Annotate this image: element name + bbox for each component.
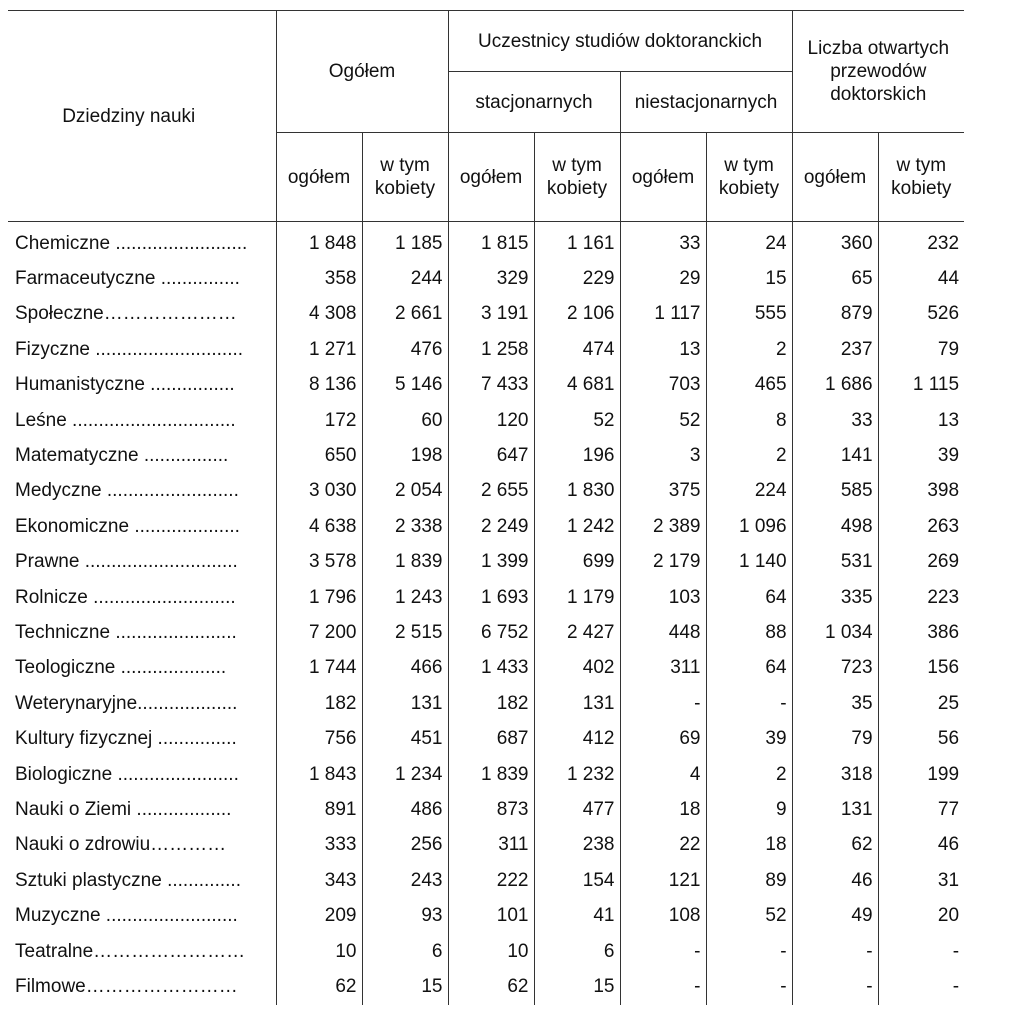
- table-cell: 4 681: [534, 368, 620, 403]
- row-label: Humanistyczne ................: [15, 374, 235, 396]
- table-cell: 4 638: [276, 509, 362, 544]
- table-cell: 22: [620, 828, 706, 863]
- row-label: Fizyczne ............................: [15, 338, 244, 360]
- table-cell: 13: [878, 403, 964, 438]
- table-cell: 358: [276, 261, 362, 296]
- table-cell: 31: [878, 863, 964, 898]
- row-label: Społeczne…………………: [15, 303, 237, 325]
- table-row: [8, 721, 964, 756]
- table-cell: 52: [620, 403, 706, 438]
- table-cell: 343: [276, 863, 362, 898]
- table-cell: 333: [276, 828, 362, 863]
- table-cell: 15: [362, 969, 448, 1004]
- table-cell: -: [706, 934, 792, 969]
- table-cell: 873: [448, 792, 534, 827]
- table-row: [8, 332, 964, 367]
- table-row: [8, 686, 964, 721]
- table-cell: 1 115: [878, 368, 964, 403]
- table-cell: 15: [534, 969, 620, 1004]
- table-cell: 93: [362, 898, 448, 933]
- table-row: [8, 651, 964, 686]
- table-cell: -: [706, 686, 792, 721]
- table-cell: -: [878, 934, 964, 969]
- table-cell: 3 030: [276, 474, 362, 509]
- table-cell: 6 752: [448, 615, 534, 650]
- table-row: [8, 438, 964, 473]
- table-cell: 1 796: [276, 580, 362, 615]
- table-cell: 3: [620, 438, 706, 473]
- table-cell: 79: [878, 332, 964, 367]
- table-cell: 88: [706, 615, 792, 650]
- table-cell: 311: [448, 828, 534, 863]
- table-cell: -: [620, 969, 706, 1004]
- table-cell: 69: [620, 721, 706, 756]
- table-cell: 6: [362, 934, 448, 969]
- table-cell: 650: [276, 438, 362, 473]
- row-label: Techniczne .......................: [15, 621, 237, 643]
- table-cell: 1 243: [362, 580, 448, 615]
- table-cell: 402: [534, 651, 620, 686]
- header-total: Ogółem: [276, 11, 448, 133]
- table-cell: 699: [534, 545, 620, 580]
- table-cell: 237: [792, 332, 878, 367]
- table-cell: 13: [620, 332, 706, 367]
- table-cell: 232: [878, 222, 964, 262]
- row-label: Filmowe……………………: [15, 975, 238, 997]
- table-cell: 9: [706, 792, 792, 827]
- table-cell: -: [878, 969, 964, 1004]
- subheader-total-2: ogółem: [448, 133, 534, 222]
- table-cell: 2 179: [620, 545, 706, 580]
- header-open-proceedings: Liczba otwartych przewodów doktorskich: [792, 11, 964, 133]
- table-cell: 2: [706, 332, 792, 367]
- table-cell: 2 249: [448, 509, 534, 544]
- table-body: [8, 222, 964, 1005]
- table-cell: 555: [706, 297, 792, 332]
- table-cell: 311: [620, 651, 706, 686]
- row-label: Rolnicze ...........................: [15, 586, 236, 608]
- row-label: Matematyczne ................: [15, 445, 229, 467]
- table-cell: 8 136: [276, 368, 362, 403]
- table-row: [8, 898, 964, 933]
- table-cell: 121: [620, 863, 706, 898]
- row-label: Teatralne……………………: [15, 940, 246, 962]
- table-cell: 196: [534, 438, 620, 473]
- table-cell: 120: [448, 403, 534, 438]
- table-cell: 10: [276, 934, 362, 969]
- table-row: [8, 368, 964, 403]
- table-cell: 62: [792, 828, 878, 863]
- table-cell: 39: [878, 438, 964, 473]
- table-cell: 386: [878, 615, 964, 650]
- table-cell: 474: [534, 332, 620, 367]
- table-row: [8, 222, 964, 262]
- table-cell: 723: [792, 651, 878, 686]
- table-cell: 703: [620, 368, 706, 403]
- table-cell: 1 232: [534, 757, 620, 792]
- table-cell: 7 200: [276, 615, 362, 650]
- row-label: Nauki o zdrowiu…………: [15, 834, 227, 856]
- table-cell: 243: [362, 863, 448, 898]
- table-cell: 229: [534, 261, 620, 296]
- subheader-women-3: w tym kobiety: [534, 133, 620, 222]
- table-cell: 412: [534, 721, 620, 756]
- table-cell: 62: [448, 969, 534, 1004]
- doctoral-studies-table-frame: [8, 10, 964, 1005]
- subheader-women-1: w tym kobiety: [362, 133, 448, 222]
- table-cell: 64: [706, 580, 792, 615]
- table-cell: 1 686: [792, 368, 878, 403]
- table-cell: 131: [792, 792, 878, 827]
- table-row: [8, 509, 964, 544]
- table-cell: 238: [534, 828, 620, 863]
- table-cell: 1 744: [276, 651, 362, 686]
- subheader-women-5: w tym kobiety: [706, 133, 792, 222]
- table-cell: 466: [362, 651, 448, 686]
- row-label: Kultury fizycznej ...............: [15, 728, 237, 750]
- table-cell: 1 433: [448, 651, 534, 686]
- table-cell: 156: [878, 651, 964, 686]
- table-cell: 131: [362, 686, 448, 721]
- table-row: [8, 580, 964, 615]
- table-cell: 46: [792, 863, 878, 898]
- table-cell: 263: [878, 509, 964, 544]
- row-label: Biologiczne .......................: [15, 763, 239, 785]
- table-cell: 41: [534, 898, 620, 933]
- table-cell: 5 146: [362, 368, 448, 403]
- row-label: Teologiczne ....................: [15, 657, 227, 679]
- table-cell: 335: [792, 580, 878, 615]
- table-cell: 60: [362, 403, 448, 438]
- table-cell: 64: [706, 651, 792, 686]
- table-cell: 77: [878, 792, 964, 827]
- table-cell: 1 848: [276, 222, 362, 262]
- table-cell: -: [706, 969, 792, 1004]
- table-cell: -: [620, 686, 706, 721]
- table-cell: 2 054: [362, 474, 448, 509]
- table-cell: 79: [792, 721, 878, 756]
- table-cell: 476: [362, 332, 448, 367]
- table-cell: 4 308: [276, 297, 362, 332]
- table-cell: 1 034: [792, 615, 878, 650]
- table-cell: 2 661: [362, 297, 448, 332]
- table-cell: 1 242: [534, 509, 620, 544]
- row-label: Farmaceutyczne ...............: [15, 268, 240, 290]
- table-cell: 35: [792, 686, 878, 721]
- row-label: Muzyczne .........................: [15, 905, 238, 927]
- subheader-women-7: w tym kobiety: [878, 133, 964, 222]
- table-cell: 2 655: [448, 474, 534, 509]
- table-cell: 199: [878, 757, 964, 792]
- row-label: Chemiczne .........................: [15, 232, 248, 254]
- table-cell: 585: [792, 474, 878, 509]
- table-cell: 398: [878, 474, 964, 509]
- table-cell: 2: [706, 757, 792, 792]
- table-cell: 223: [878, 580, 964, 615]
- table-cell: 1 234: [362, 757, 448, 792]
- table-cell: 1 815: [448, 222, 534, 262]
- table-cell: -: [792, 969, 878, 1004]
- table-cell: 3 578: [276, 545, 362, 580]
- table-cell: 1 161: [534, 222, 620, 262]
- table-row: [8, 863, 964, 898]
- table-cell: 209: [276, 898, 362, 933]
- table-cell: 1 140: [706, 545, 792, 580]
- table-row: [8, 934, 964, 969]
- table-row: [8, 792, 964, 827]
- table-cell: 4: [620, 757, 706, 792]
- table-cell: 15: [706, 261, 792, 296]
- table-cell: 224: [706, 474, 792, 509]
- table-cell: 486: [362, 792, 448, 827]
- table-cell: 6: [534, 934, 620, 969]
- subheader-total-4: ogółem: [620, 133, 706, 222]
- table-row: [8, 403, 964, 438]
- table-cell: 451: [362, 721, 448, 756]
- table-cell: 39: [706, 721, 792, 756]
- table-cell: 52: [706, 898, 792, 933]
- table-cell: 1 258: [448, 332, 534, 367]
- row-label: Medyczne .........................: [15, 480, 239, 502]
- table-cell: 256: [362, 828, 448, 863]
- table-row: [8, 545, 964, 580]
- row-label: Sztuki plastyczne ..............: [15, 869, 241, 891]
- table-cell: 1 399: [448, 545, 534, 580]
- table-cell: 477: [534, 792, 620, 827]
- table-row: [8, 615, 964, 650]
- table-row: [8, 261, 964, 296]
- table-cell: 647: [448, 438, 534, 473]
- table-cell: 375: [620, 474, 706, 509]
- table-cell: 141: [792, 438, 878, 473]
- row-label: Nauki o Ziemi ..................: [15, 798, 232, 820]
- table-cell: 2: [706, 438, 792, 473]
- table-cell: 1 839: [448, 757, 534, 792]
- table-cell: 18: [706, 828, 792, 863]
- row-label: Leśne ...............................: [15, 409, 236, 431]
- table-cell: 154: [534, 863, 620, 898]
- doctoral-studies-table: [8, 10, 964, 1005]
- table-cell: 1 096: [706, 509, 792, 544]
- table-cell: 2 515: [362, 615, 448, 650]
- header-part-time: niestacjonarnych: [620, 72, 792, 133]
- table-row: [8, 474, 964, 509]
- table-cell: 498: [792, 509, 878, 544]
- header-doctoral-participants: Uczestnicy studiów doktoranckich: [448, 11, 792, 72]
- table-row: [8, 297, 964, 332]
- table-cell: 1 843: [276, 757, 362, 792]
- table-cell: -: [620, 934, 706, 969]
- table-cell: 1 117: [620, 297, 706, 332]
- table-cell: 756: [276, 721, 362, 756]
- table-cell: 198: [362, 438, 448, 473]
- row-label: Ekonomiczne ....................: [15, 515, 240, 537]
- table-cell: 1 839: [362, 545, 448, 580]
- table-cell: 44: [878, 261, 964, 296]
- table-cell: 18: [620, 792, 706, 827]
- table-cell: 1 179: [534, 580, 620, 615]
- table-cell: 46: [878, 828, 964, 863]
- table-cell: 244: [362, 261, 448, 296]
- table-cell: 3 191: [448, 297, 534, 332]
- table-cell: 2 427: [534, 615, 620, 650]
- table-cell: 531: [792, 545, 878, 580]
- table-cell: 108: [620, 898, 706, 933]
- table-cell: -: [792, 934, 878, 969]
- table-cell: 2 338: [362, 509, 448, 544]
- table-cell: 8: [706, 403, 792, 438]
- subheader-total-0: ogółem: [276, 133, 362, 222]
- table-cell: 1 830: [534, 474, 620, 509]
- table-cell: 891: [276, 792, 362, 827]
- table-row: [8, 969, 964, 1004]
- table-cell: 89: [706, 863, 792, 898]
- table-cell: 131: [534, 686, 620, 721]
- row-label: Prawne .............................: [15, 551, 238, 573]
- table-cell: 329: [448, 261, 534, 296]
- table-cell: 10: [448, 934, 534, 969]
- table-cell: 182: [448, 686, 534, 721]
- table-cell: 526: [878, 297, 964, 332]
- table-cell: 465: [706, 368, 792, 403]
- table-row: [8, 757, 964, 792]
- table-cell: 20: [878, 898, 964, 933]
- table-cell: 7 433: [448, 368, 534, 403]
- table-cell: 25: [878, 686, 964, 721]
- table-cell: 33: [620, 222, 706, 262]
- table-cell: 1 693: [448, 580, 534, 615]
- table-cell: 49: [792, 898, 878, 933]
- table-cell: 2 106: [534, 297, 620, 332]
- table-cell: 62: [276, 969, 362, 1004]
- table-cell: 103: [620, 580, 706, 615]
- table-cell: 33: [792, 403, 878, 438]
- table-cell: 1 271: [276, 332, 362, 367]
- table-cell: 222: [448, 863, 534, 898]
- table-cell: 56: [878, 721, 964, 756]
- table-cell: 448: [620, 615, 706, 650]
- table-cell: 318: [792, 757, 878, 792]
- table-cell: 182: [276, 686, 362, 721]
- table-row: [8, 828, 964, 863]
- header-full-time: stacjonarnych: [448, 72, 620, 133]
- table-cell: 879: [792, 297, 878, 332]
- table-cell: 52: [534, 403, 620, 438]
- table-cell: 360: [792, 222, 878, 262]
- table-header: [8, 11, 964, 222]
- table-cell: 65: [792, 261, 878, 296]
- table-cell: 24: [706, 222, 792, 262]
- row-label: Weterynaryjne...................: [15, 692, 238, 714]
- table-cell: 29: [620, 261, 706, 296]
- table-cell: 172: [276, 403, 362, 438]
- subheader-total-6: ogółem: [792, 133, 878, 222]
- table-cell: 269: [878, 545, 964, 580]
- table-cell: 101: [448, 898, 534, 933]
- header-field-of-science: Dziedziny nauki: [8, 11, 276, 222]
- table-cell: 1 185: [362, 222, 448, 262]
- table-cell: 2 389: [620, 509, 706, 544]
- table-cell: 687: [448, 721, 534, 756]
